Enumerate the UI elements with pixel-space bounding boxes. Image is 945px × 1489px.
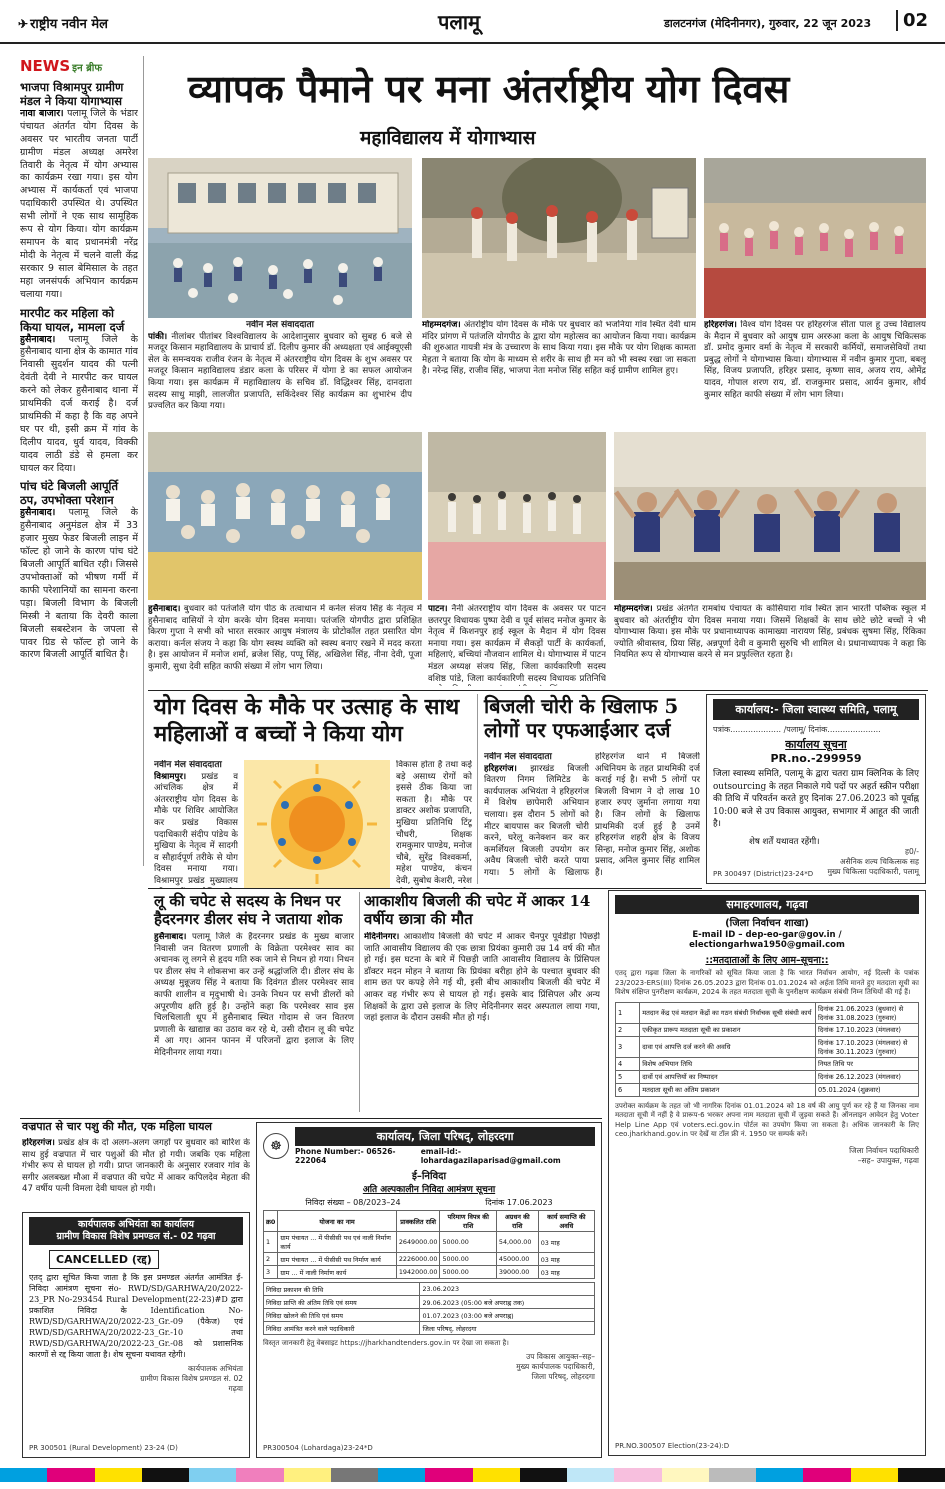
- bird-logo-icon: ✈: [18, 17, 29, 31]
- table-row: निविदा प्रकाशन की तिथि 23.06.2023: [264, 1283, 595, 1296]
- story-yoga-women-col3: विकास होता है तथा कई बड़े असाध्य रोगों को इससे ठीक किया जा सकता है। मौके पर डाक्टर अशोक प्रजापति, मुखिया प्रतिनिधि टिंटू चौधरी, शिक्षक रामकुमार पाण्डेय, मनोज चौबे, सुरेंद्र विश्वकर्मा, महेश पाण्डेय, कंचन देवी, सुबोध केशरी, नरेश: [396, 760, 472, 886]
- table-row: 5 दावों एवं आपत्तियों का निष्पादन दिनांक 26.12.2023 (मंगलवार): [616, 1070, 919, 1083]
- story-lu: हुसैनाबाद। पलामू जिले के हैदरनगर प्रखंड के मुख्य बाजार निवासी जन वितरण प्रणाली के विक्रेता परमेश्वर साव का अचानक लू लगने से हृदय गति रुक जाने से निधन हो गया। निधन पर डीलर संघ ने शोकसभा कर उन्हें श्रद्धांजलि दी। डीलर संघ के अध्यक्ष मुन्नूजय सिंह ने बताया कि दिवंगत डीलर परमेश्वर साव काफी शालीन व मृदुभाषी थे। उनके निधन पर सभी डीलरों को अपूरणीय क्षति हुई है। उन्होंने कहा कि परमेश्वर साव इस चिलचिलाती धूप में हुसैनाबाद स्थित गोदाम से जन वितरण प्रणाली के खाद्यान्न का उठाव कर रहे थे, उसी दौरान लू की चपेट में आ गए। आनन फानन में परिजनों द्वारा इलाज के लिए मेदिनीनगर लाया गया।: [154, 932, 354, 1058]
- brief-item: पांच घंटे बिजली आपूर्ति ठप, उपभोक्ता परेशान हुसैनाबाद। पलामू जिले के हुसैनाबाद अनुमंडल क्षेत्र में 33 हजार मुख्य फेडर बिजली लाइन में फॉल्ट हो जाने के कारण पांच घंटे बिजली आपूर्ति बाधित रही। जिससे उपभोक्ताओं को भीषण गर्मी में काफी परेशानियों का सामना करना पड़ा। बिजली विभाग के बिजली मिस्त्री ने बताया कि देवरी काला बिजली सबस्टेशन के जपला से पावर ग्रिड से फॉल्ट हो जाने के कारण बिजली आपूर्ति बाधित है।: [20, 479, 138, 661]
- election-schedule-table: [615, 1002, 919, 1097]
- newspaper-brand: ✈ राष्ट्रीय नवीन मेल: [18, 17, 108, 32]
- notice-signature: कार्यपालक अभियंता ग्रामीण विकास विशेष प्रमण्डल सं. 02 गढ़वा: [140, 1364, 243, 1393]
- caption-hariharganj: हरिहरगंज। विश्व योग दिवस पर हरिहरगंज सीता पाल हू उच्च विद्यालय के मैदान में बुधवार को आयुष ग्राम अररुआ कला के आयुष चिकित्सक डॉ. प्रमोद कुमार वर्मा के नेतृत्व में सरकारी कर्मियों, समाजसेवियों तथा प्रबुद्ध लोगों ने योगाभ्यास किया। योगाभ्यास में नवीन कुमार गुप्ता, बबलू सिंह, विजय प्रजापति, हरिहर प्रसाद, कृष्णा साव, अजय राय, ओमेंद्र यादव, गोपाल शरण राय, डॉ. राजकुमार प्रसाद, आर्यन कुमार, शौर्य कुमार सहित काफी संख्या में लोग भाग लिया।: [704, 320, 926, 400]
- sub-headline: महाविद्यालय में योगाभ्यास: [360, 127, 536, 149]
- column-rule: [477, 694, 478, 884]
- notice-lohardaga-tender: [256, 1122, 602, 1458]
- section-rule: [148, 888, 702, 889]
- notice-pr-footer: PR 300501 (Rural Development) 23-24 (D): [29, 1444, 178, 1452]
- notice-intro: एतद् द्वारा गढ़वा जिला के नागरिकों को सूचित किया जाता है कि भारत निर्वाचन आयोग, नई दिल्ली के पत्रांक 23/2023-ERS(III) दिनांक 26.05.2023 द्वारा दिनांक 01.01.2024 को अर्हता तिथि मानते हुए मतदाता सूची का विशेष संक्षिप्त पुनरीक्षण कार्यक्रम, 2024 के तहत मतदाता सूची के पुनरीक्षण कार्यक्रम संबंधी निम्न तिथियों की गई हैं।: [615, 969, 919, 996]
- story-yoga-women-col1: नवीन मेल संवाददाता विश्रामपुर। प्रखंड व आंचलिक क्षेत्र में अंतरराष्ट्रीय योग दिवस के मौके पर शिविर आयोजित कर प्रखंड विकास पदाधिकारी संदीप पांडेय के मुखिया के नेतृत्व में सादगी व सौहार्दपूर्ण तरीके से योग दिवस मनाया गया। विश्रामपुर प्रखंड मुख्यालय: [154, 760, 238, 886]
- table-row: 6 मतदाता सूची का अंतिम प्रकाशन 05.01.2024 (शुक्रवार): [616, 1083, 919, 1096]
- story-headline-bijli-chori: बिजली चोरी के खिलाफ 5 लोगों पर एफआईआर दर्ज: [484, 694, 679, 743]
- story-vajrapat: हरिहरगंज। प्रखंड क्षेत्र के दो अलग-अलग जगहों पर बुधवार को बारिश के साथ हुई वज्रपात में चार पशुओं की मौत हो गयी। जबकि एक महिला गंभीर रूप से घायल हो गयी। प्राप्त जानकारी के अनुसार रजवार गांव के सगीर अलबख्श मौआ में वज्रपात की चपेट में आकर कपिलदेव मेहता की 47 वर्षीय पत्नी विमला देवी घायल हो गयी।: [22, 1138, 250, 1195]
- masthead: [0, 0, 945, 44]
- notice-rwd-cancelled: [22, 1212, 250, 1458]
- table-row: 1 मतदान केंद्र एवं मतदान केंद्रों का गठन संबंधी निर्वाचक सूची संबंधी कार्य दिनांक 21.06.2023 (बुधवार) से दिनांक 31.08.2023 (गुरुवार): [616, 1002, 919, 1023]
- dateline: डालटनगंज (मेदिनीनगर), गुरुवार, 22 जून 2023: [664, 17, 872, 30]
- cancelled-badge: CANCELLED (रद्द): [49, 1250, 159, 1269]
- notice-remaining-terms: शेष शर्तें यथावत रहेंगी।: [749, 836, 820, 847]
- table-row: निविदा प्राप्ति की अंतिम तिथि एवं समय 29.06.2023 (05:00 बजे अपराह्न तक): [264, 1296, 595, 1309]
- story-lightning: मेदिनीनगर। आकाशीय बिजली की चपेट में आकर चैनपुर पूर्वडीहा पिछड़ी जाति आवासीय विद्यालय की एक छात्रा प्रियंका कुमारी उम्र 14 वर्ष की मौत हो गई। इस घटना के बारे में पिछड़ी जाति आवासीय विद्यालय के प्रिंसिपल डॉक्टर मदन मोहन ने बताया कि प्रियंका बरीहा होने के पश्चात बुधवार की शाम छत पर कपड़े लेने गई थी, इसी बीच आकाशीय बिजली की चपेट में आकर वह गंभीर रूप से घायल हो गई। इसके बाद प्रिंसिपल और अन्य शिक्षकों के द्वारा उसे इलाज के लिए मेदिनीनगर सदर अस्पताल लाया गया, जहां इलाज के दौरान उसकी मौत हो गई।: [364, 932, 600, 1024]
- story-headline-lightning: आकाशीय बिजली की चपेट में आकर 14 वर्षीय छात्रा की मौत: [364, 892, 591, 929]
- brief-item: मारपीट कर महिला को किया घायल, मामला दर्ज हुसैनाबाद। पलामू जिले के हुसैनाबाद थाना क्षेत्र के कामात गांव निवासी सुदर्शन यादव की पत्नी देवंती देवी ने मारपीट कर घायल करने को लेकर हुसैनाबाद थाना में प्राथमिकी दर्ज कराई है। दर्ज प्राथमिकी में कहा है कि वह अपने घर पर थी, इसी क्रम में गांव के दिलीप यादव, धुर्व यादव, विक्की यादव लाठी डंडे से हमला कर घायल कर दिया।: [20, 305, 138, 474]
- photo-patan-yoga: [428, 432, 606, 600]
- section-rule: [148, 690, 928, 691]
- notice-email: email-id:- lohardagazilaparisad@gmail.com: [420, 1147, 561, 1165]
- caption-mohammadganj-school: मोहम्मदगंज। प्रखंड अंतर्गत रामबांध पंचायत के कोसियारा गांव स्थित ज्ञान भारती पब्लिक स्कूल में बुधवार को अंतर्राष्ट्रीय योग दिवस मनाया गया। जिसमें शिक्षकों के साथ छोटे छोटे बच्चों ने भी योगाभ्यास किया। इस मौके पर प्रधानाध्यापक कामाख्या नारायण सिंह, प्रबंधक सुषमा सिंह, रिंकिका ज्योति श्रीवास्तव, प्रिया सिंह, अन्नपूर्णा देवी व कुमारी सुरुचि भी शामिल थे। प्रधानाध्यापक ने कहा कि नियमित रूप से योगाभ्यास करने से मन प्रफुल्लित रहता है।: [614, 604, 926, 661]
- notice-signature: जिला निर्वाचन पदाधिकारी –सह– उपायुक्त, गढ़वा: [849, 1145, 919, 1165]
- tender-note: विस्तृत जानकारी हेतु वेबसाइट https://jharkhandtenders.gov.in पर देखा जा सकता है।: [263, 1339, 509, 1347]
- photo-school-children-yoga: [614, 432, 926, 600]
- news-flag: NEWS इन ब्रीफ: [20, 60, 103, 75]
- notice-title: ई–निविदा: [411, 1171, 447, 1182]
- table-row: निविदा आमंत्रित करने वाले पदाधिकारी जिला परिषद्, लोहरदगा: [264, 1322, 595, 1335]
- tender-reference: निविदा संख्या – 08/2023–24: [305, 1198, 401, 1207]
- brief-headline: मारपीट कर महिला को किया घायल, मामला दर्ज: [20, 305, 125, 334]
- tender-date: दिनांक 17.06.2023: [485, 1198, 553, 1207]
- page-number: 02: [896, 10, 928, 31]
- notice-subtitle: कार्यालय सूचना: [785, 738, 847, 751]
- notice-title: ::मतदाताओं के लिए आम–सूचना::: [705, 955, 829, 966]
- emblem-icon: ☸: [263, 1133, 289, 1159]
- notice-signature: उप विकास आयुक्त–सह– मुख्य कार्यपालक पदाधिकारी, जिला परिषद्, लोहरदगा: [516, 1351, 595, 1381]
- notice-phone: Phone Number:- 06526-222064: [295, 1147, 396, 1165]
- notice-office: कार्यपालक अभियंता का कार्यालय ग्रामीण विकास विशेष प्रमण्डल सं.- 02 गढ़वा: [29, 1217, 243, 1245]
- brief-headline: पांच घंटे बिजली आपूर्ति ठप, उपभोक्ता परेशान: [20, 479, 119, 508]
- table-row: 3 ग्राम ... में नाली निर्माण कार्य 1942000.00 5000.00 39000.00 03 माह: [264, 1266, 595, 1279]
- brief-item: भाजपा विश्रामपुर ग्रामीण मंडल ने किया योगाभ्यास नावा बाजार। पलामू जिले के भंडार पंचायत अंतर्गत योग दिवस के अवसर पर भारतीय जनता पार्टी ग्रामीण मंडल अध्यक्ष अमरेश तिवारी के नेतृत्व में योग अभ्यास का कार्यक्रम रखा गया। इस योग अभ्यास में कार्यकर्ता एवं भाजपा पदाधिकारी उपस्थित थे। उपस्थित सभी लोगों ने एक साथ सामूहिक रूप से योग किया। योग कार्यक्रम समापन के बाद प्रधानमंत्री नरेंद्र मोदी के नेतृत्व में चलने वाली केंद्र सरकार 9 साल बेमिसाल के तहत महा जनसंपर्क अभियान कार्यक्रम चलाया गया।: [20, 79, 138, 300]
- column-rule: [143, 56, 144, 866]
- main-headline: व्यापक पैमाने पर मना अंतर्राष्ट्रीय योग दिवस: [188, 66, 790, 111]
- notice-office: कार्यालय:- जिला स्वास्थ्य समिति, पलामू: [713, 699, 919, 720]
- table-row: 4 विशेष अभियान तिथि नियत तिथि पर: [616, 1057, 919, 1070]
- notice-health-committee: [706, 694, 926, 884]
- notice-pr-footer: PR.NO.300507 Election(23-24):D: [615, 1442, 730, 1450]
- notice-patrank: पत्रांक.................... /पलामू/ दिनांक.....................: [713, 725, 881, 734]
- tender-schedule-table: [263, 1282, 595, 1335]
- column-rule: [359, 892, 360, 1112]
- section-rule: [20, 1118, 602, 1119]
- section-title: पलामू: [438, 10, 481, 34]
- photo-temple-yoga: [422, 158, 696, 318]
- brief-headline: भाजपा विश्रामपुर ग्रामीण मंडल ने किया योगाभ्यास: [20, 79, 124, 108]
- story-headline-yoga-women: योग दिवस के मौके पर उत्साह के साथ महिलाओं व बच्चों ने किया योग: [154, 694, 460, 747]
- notice-office: कार्यालय, जिला परिषद्, लोहरदगा: [295, 1127, 595, 1146]
- photo-school-ground-yoga: [704, 158, 926, 318]
- caption-panki: नवीन मेल संवाददाता पांकी। नीलांबर पीतांबर विश्वविद्यालय के आदेशानुसार बुधवार को सुबह 6 बजे से मजदूर किसान महाविद्यालय के प्राचार्य डॉ. दिलीप कुमार की अध्यक्षता एवं आईक्यूएसी सेल के समन्वयक राजीव रंजन के नेतृत्व में अंतरराष्ट्रीय योग दिवस के शुभ अवसर पर मजदूर किसान महाविद्यालय डंडार कला के परिसर में योगा डे का सफल आयोजन किया गया। इस कार्यक्रम में महाविद्यालय के सचिव डॉ. विद्धिश्वर सिंह, दानदाता सदस्य साधु माझी, लालजीत प्रजापति, सकिंदेश्वर सिंह कार्यक्रम का शुभारंभ दीप प्रज्वलित कर किया गया।: [148, 320, 412, 412]
- notice-garhwa-election: [608, 890, 926, 1456]
- yoga-sun-illustration: [244, 760, 390, 888]
- photo-college-yoga: [148, 158, 412, 318]
- notice-body: एतद् द्वारा सूचित किया जाता है कि इस प्रमण्डल अंतर्गत आमंत्रित ई-निविदा आमंत्रण सूचना संo- RWD/SD/GARHWA/20/2022-23_PR No-293454 Rural Development(22-23)#D द्वारा प्रकाशित निविदा के Identification No- RWD/SD/GARHWA/20/2022-23_Gr.-09 (पैकेज) एवं RWD/SD/GARHWA/20/2022-23_Gr.-10 तथा RWD/SD/GARHWA/20/2022-23_Gr.-08 को प्रशासनिक कारणों से रद्द किया जाता है। शेष सूचना यथावत रहेगी।: [29, 1273, 243, 1359]
- tender-table: [263, 1210, 595, 1279]
- notice-pr-footer: PR300504 (Lohardaga)23-24*D: [263, 1444, 373, 1452]
- caption-mohammadganj: मोहम्मदगंज। अंतर्राष्ट्रीय योग दिवस के मौके पर बुधवार को भजनिया गांव स्थित देवी धाम मंदिर प्रांगण में पतंजलि योगपीठ के द्वारा योग महोत्सव का आयोजन किया गया। कार्यक्रम की शुरुआत गायत्री मंत्र के उच्चारण के साथ किया गया। इस मौके पर योग शिक्षक कामता मेहता ने बताया कि योग के माध्यम से शरीर के साथ ही मन को भी स्वस्थ रखा जा सकता है। नरेन्द्र सिंह, राजीव सिंह, भाजपा नेता मनोज सिंह सहित कई ग्रामीण शामिल हुए।: [422, 320, 696, 377]
- notice-department: (जिला निर्वाचन शाखा): [725, 918, 809, 929]
- story-headline-vajrapat: वज्रपात से चार पशु की मौत, एक महिला घायल: [22, 1120, 212, 1133]
- table-header-row: क्र0 योजना का नाम प्राक्कलित राशि परिमाण विपत्र की राशि अग्रधन की राशि कार्य समाप्ति की अवधि: [264, 1211, 595, 1232]
- caption-hussainabad: हुसैनाबाद। बुधवार को पतंजलि योग पीठ के तत्वाधान में कर्नल संजय सिंह के नेतृत्व में हुसैनाबाद वासियों ने योग करके योग दिवस मनाया। पतंजलि योगपीठ द्वारा प्रशिक्षित किरण गुप्ता ने सभी को भारत सरकार आयुष मंत्रालय के प्रोटोकॉल तहत प्रसारित योग कराया। कर्नल संजय ने कहा कि योग स्वस्थ व्यक्ति को स्वस्थ बनाए रखने में मदद करता है। इस आयोजन में मनोज शर्मा, ब्रजेश सिंह, पप्पू सिंह, अखिलेश सिंह, नीना देवी, पूजा कुमारी, सुधा देवी सहित काफी संख्या में लोग भाग लिया।: [148, 604, 422, 672]
- notice-pr-footer: PR 300497 (District)23-24*D: [713, 870, 814, 878]
- notice-subtitle: अति अल्पकालीन निविदा आमंत्रण सूचना: [362, 1185, 496, 1195]
- notice-email: E-mail ID – dep-eo-gar@gov.in / electiongarhwa1950@gmail.com: [689, 930, 845, 950]
- table-row: 2 एकीकृत प्रारूप मतदाता सूची का प्रकाशन दिनांक 17.10.2023 (मंगलवार): [616, 1023, 919, 1036]
- table-row: 2 ग्राम पंचायत ... में पीसीसी पथ निर्माण कार्य 2226000.00 5000.00 45000.00 03 माह: [264, 1253, 595, 1266]
- table-row: निविदा खोलने की तिथि एवं समय 01.07.2023 (03:00 बजे अपराह्न): [264, 1309, 595, 1322]
- table-row: 3 दावा एवं आपत्ति दर्ज करने की अवधि दिनांक 17.10.2023 (मंगलवार) से दिनांक 30.11.2023 (गुरुवार): [616, 1036, 919, 1057]
- table-row: 1 ग्राम पंचायत ... में पीसीसी पथ एवं नाली निर्माण कार्य 2649000.00 5000.00 54,000.00 03 माह: [264, 1232, 595, 1253]
- story-headline-lu: लू की चपेट से सदस्य के निधन पर हैदरनगर डीलर संघ ने जताया शोक: [154, 892, 343, 929]
- notice-points: उपरोक्त कार्यक्रम के तहत जो भी नागरिक दिनांक 01.01.2024 को 18 वर्ष की आयु पूर्ण कर रहे हैं या जिनका नाम मतदाता सूची में नहीं है वे प्रारूप-6 भरकर अपना नाम मतदाता सूची में जुड़वा सकते हैं। ऑनलाइन आवेदन हेतु Voter Help Line App एवं voters.eci.gov.in पोर्टल का उपयोग किया जा सकता है। अधिक जानकारी के लिए ceo.jharkhand.gov.in पर देखें या टॉल फ्री नं. 1950 पर सम्पर्क करें।: [615, 1101, 919, 1139]
- notice-office: समाहरणालय, गढ़वा: [615, 895, 919, 914]
- story-bijli-chori: नवीन मेल संवाददाता हरिहरगंज। झारखंड बिजली वितरण निगम लिमिटेड के कार्यपालक अभियंता ने हरिहरगंज में विशेष छापेमारी अभियान चलाया। इस दौरान 5 लोगों को मीटर बायपास कर बिजली चोरी करने, घरेलू कनेक्शन कर कर कमर्शियल बिजली उपयोग कर अवैध बिजली चोरी करते पाया गया। 5 लोगों के खिलाफ हरिहरगंज थाने में बिजली अधिनियम के तहत प्राथमिकी दर्ज कराई गई है। सभी 5 लोगों पर बिजली विभाग ने दो लाख 10 हजार रुपए जुर्माना लगाया गया है। जिन लोगों के खिलाफ प्राथमिकी दर्ज हुई है उनमें हरिहरगंज शहरी क्षेत्र के विजय सिन्हा, मनोज कुमार सिंह, अशोक प्रसाद, अनिल कुमार सिंह शामिल हैं।: [484, 752, 700, 878]
- photo-hussainabad-yoga: [148, 432, 422, 600]
- color-registration-bar: [0, 1468, 945, 1482]
- caption-patan: पाटन। नैनी अंतरराष्ट्रीय योग दिवस के अवसर पर पाटन छतरपुर विधायक पुष्पा देवी व पूर्व सांसद मनोज कुमार के नेतृत्व में किशनपुर हाई स्कूल के मैदान में योग दिवस मनाया गया। इस कार्यक्रम में सैकड़ों पार्टी के कार्यकर्ता, महिलाएं, बच्चियां नौजवान शामिल थे। योगाभ्यास में पाटन मंडल अध्यक्ष संजय सिंह, जिला कार्यकारिणी सदस्य वशिष्ठ पांडे, जिला कार्यकारिणी सदस्य विधायक प्रतिनिधि: [428, 604, 606, 684]
- notice-signature: ह0/- असैनिक शल्य चिकित्सक सह मुख्य चिकित्सा पदाधिकारी, पलामू: [827, 846, 919, 876]
- notice-body: जिला स्वास्थ्य समिति, पलामू के द्वारा चतरा ग्राम क्लिनिक के लिए outsourcing के तहत निकाले गये पदों पर अहर्त स्क्रीन परीक्षा की तिथि में परिवर्तन करते हुए दिनांक 27.06.2023 को पूर्वाह्न 10:00 बजे से उप विकास आयुक्त, सभागार में आहूत की जाती है।: [713, 769, 919, 829]
- notice-pr-number: PR.no.-299959: [770, 752, 862, 765]
